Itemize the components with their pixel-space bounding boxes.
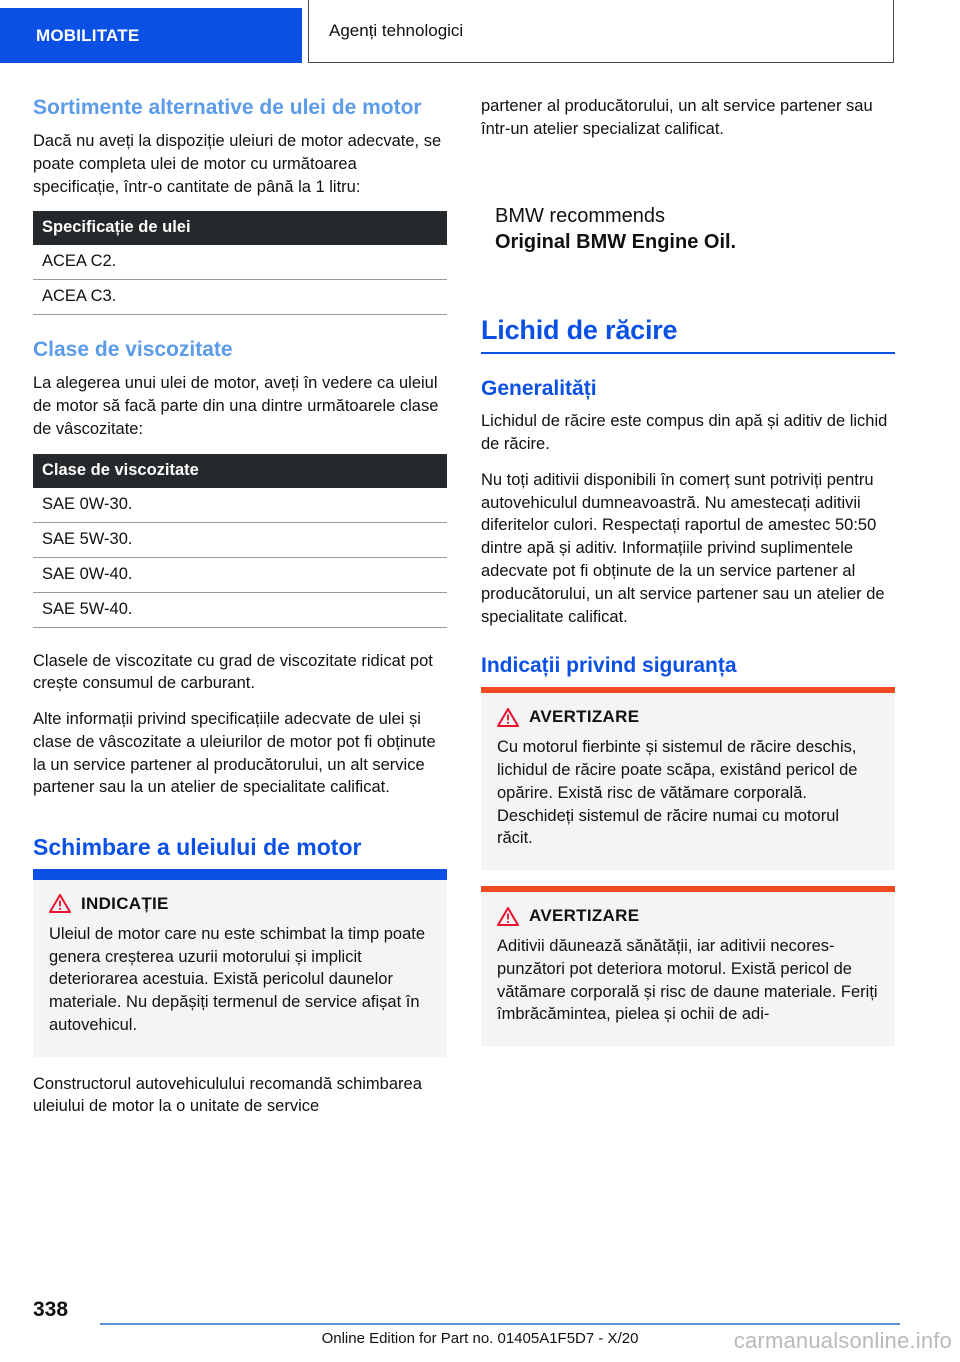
heading-oil-change: Schimbare a uleiului de motor bbox=[33, 834, 362, 861]
paragraph-manufacturer-recommendation: Constructorul autovehiculului recomandă schimbarea uleiului de motor la o unitate de service bbox=[33, 1074, 422, 1116]
heading-alternative-oils: Sortimente alternative de ulei de motor bbox=[33, 96, 422, 119]
bmw-recommends-block bbox=[495, 203, 895, 255]
bmw-recommends-line1: BMW recommends bbox=[495, 204, 666, 227]
paragraph-coolant-additives: Nu toți aditivii disponibili în comerț sunt potriviți pentru autovehiculul dumneavoastră. Nu amestecați aditivii diferitelor culori. Respectați raportul de amestec 50:50 dintre apă și aditiv. Informațiile privind suplimentele adecvate pot fi obținute de la un service partener al producătorului, un alt service partener sau un atelier de specialitate calificat. bbox=[481, 470, 885, 626]
table-row: SAE 0W-30. bbox=[33, 488, 447, 523]
table-viscosity-classes bbox=[33, 454, 447, 628]
warning-triangle-icon bbox=[497, 907, 519, 926]
notice-title: AVERTIZARE bbox=[529, 707, 640, 727]
table-row: ACEA C3. bbox=[33, 280, 447, 315]
spacer bbox=[481, 255, 895, 293]
spacer bbox=[481, 293, 895, 315]
page-footer bbox=[0, 1290, 960, 1362]
notice-body-text: Cu motorul fierbinte și sistemul de răcire deschis, lichidul de răcire poate scăpa, existând pericol de opărire. Există risc de vătămare corporală. Deschideți sistemul de răcire numai cu motorul răcit. bbox=[497, 738, 858, 848]
notice-body-text: Aditivii dăunează sănătății, iar aditivii necorespunzători pot deteriora motorul. Există pericol de vătămare corporală și risc de daune materiale. Feriți îmbrăcămintea, pielea și ochii de adi- bbox=[497, 937, 878, 1024]
table-row: SAE 5W-30. bbox=[33, 523, 447, 558]
paragraph-viscosity-classes: La alegerea unui ulei de motor, aveți în vedere ca uleiul de motor să facă parte din una dintre următoarele clase de vâscozitate: bbox=[33, 374, 439, 438]
notice-title: AVERTIZARE bbox=[529, 906, 640, 926]
chapter-tab-label: MOBILITATE bbox=[36, 25, 140, 45]
table-row: ACEA C2. bbox=[33, 245, 447, 280]
table-header-viscosity-classes: Clase de viscozitate bbox=[33, 454, 447, 488]
warning-triangle-icon bbox=[49, 894, 71, 913]
bmw-recommends-line2: Original BMW Engine Oil. bbox=[495, 230, 737, 253]
heading-viscosity-classes: Clase de viscozitate bbox=[33, 338, 233, 362]
paragraph-more-information: Alte informații privind specificațiile adecvate de ulei și clase de vâscozitate a uleiurilor de motor pot fi obținute la un service partener al producătorului, un alt service partener sau la un atelier de specialitate calificat. bbox=[33, 710, 436, 797]
section-tab-label: Agenți tehnologici bbox=[329, 21, 464, 40]
spacer bbox=[481, 641, 895, 653]
heading-coolant: Lichid de răcire bbox=[481, 314, 678, 345]
paragraph-alternative-oils: Dacă nu aveți la dispoziție uleiuri de motor adecvate, se poate completa ulei de motor cu următoarea specificație, într-o cantitate de până la 1 litru: bbox=[33, 132, 442, 196]
notice-avertizare-1 bbox=[481, 687, 895, 870]
footer-rule bbox=[100, 1323, 900, 1325]
chapter-rule bbox=[481, 352, 895, 354]
section-tab[interactable] bbox=[308, 0, 894, 63]
spacer bbox=[33, 812, 447, 834]
notice-avertizare-2 bbox=[481, 886, 895, 1046]
footer-edition-text: Online Edition for Part no. 01405A1F5D7 - X/20 bbox=[321, 1330, 639, 1347]
heading-general: Generalități bbox=[481, 377, 597, 401]
warning-triangle-icon bbox=[497, 708, 519, 727]
notice-body-text: Uleiul de motor care nu este schimbat la timp poate genera creșterea uzurii motorului și implicit deteriorarea acestuia. Există pericolul daunelor materiale. Nu depășiți termenul de service afișat în autovehicul. bbox=[49, 924, 426, 1034]
paragraph-coolant-composition: Lichidul de răcire este compus din apă și aditiv de lichid de răcire. bbox=[481, 412, 888, 454]
notice-title: INDICAȚIE bbox=[81, 893, 169, 913]
page-number: 338 bbox=[33, 1298, 69, 1321]
table-row: SAE 0W-40. bbox=[33, 558, 447, 593]
table-row: SAE 5W-40. bbox=[33, 593, 447, 628]
notice-indicatie bbox=[33, 874, 447, 1057]
heading-safety-instructions: Indicații privind siguranța bbox=[481, 654, 737, 678]
chapter-tab[interactable] bbox=[0, 8, 302, 63]
paragraph-continuation: partener al producătorului, un alt service partener sau într-un atelier specializat calificat. bbox=[481, 97, 873, 138]
paragraph-high-viscosity: Clasele de viscozitate cu grad de viscozitate ridicat pot crește consumul de carburant. bbox=[33, 651, 433, 693]
right-column bbox=[481, 95, 895, 1062]
left-column bbox=[33, 95, 447, 1118]
table-oil-specification bbox=[33, 211, 447, 315]
page-header bbox=[0, 0, 960, 68]
watermark: carmanualsonline.info bbox=[733, 1328, 952, 1353]
table-header-oil-specification: Specificație de ulei bbox=[33, 211, 447, 245]
